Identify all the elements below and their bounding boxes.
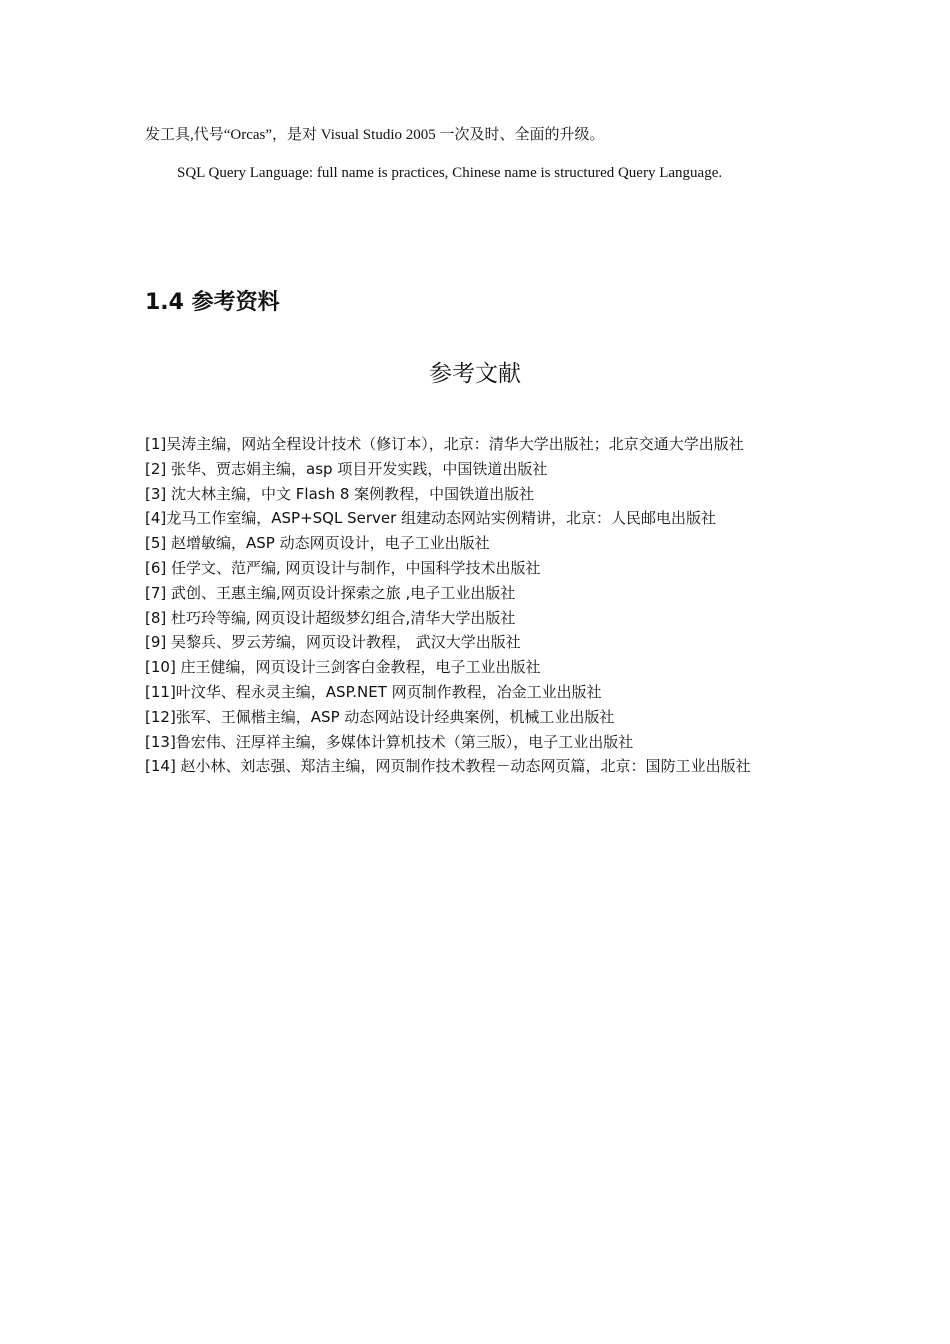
reference-item: [5] 赵增敏编，ASP 动态网页设计，电子工业出版社	[145, 534, 490, 553]
body-paragraph-1: 发工具,代号“Orcas”，是对 Visual Studio 2005 一次及时、全面的升级。	[145, 127, 605, 143]
section-heading: 1.4 参考资料	[145, 290, 280, 315]
reference-item: [2] 张华、贾志娟主编，asp 项目开发实践，中国铁道出版社	[145, 459, 548, 478]
reference-item: [12]张军、王佩楷主编，ASP 动态网站设计经典案例，机械工业出版社	[145, 707, 615, 726]
reference-item: [6] 任学文、范严编, 网页设计与制作，中国科学技术出版社	[145, 558, 541, 577]
reference-item: [11]叶汶华、程永灵主编，ASP.NET 网页制作教程，冶金工业出版社	[145, 682, 602, 701]
reference-item: [7] 武创、王惠主编,网页设计探索之旅 ,电子工业出版社	[145, 583, 516, 602]
reference-item: [13]鲁宏伟、汪厚祥主编，多媒体计算机技术（第三版），电子工业出版社	[145, 732, 634, 751]
reference-item: [8] 杜巧玲等编, 网页设计超级梦幻组合,清华大学出版社	[145, 608, 516, 627]
reference-item: [4]龙马工作室编，ASP+SQL Server 组建动态网站实例精讲，北京：人民邮电出版社	[145, 509, 717, 528]
reference-item: [9] 吴黎兵、罗云芳编，网页设计教程， 武汉大学出版社	[145, 633, 521, 652]
reference-item: [10] 庄王健编，网页设计三剑客白金教程，电子工业出版社	[145, 658, 541, 677]
reference-item: [1]吴涛主编，网站全程设计技术（修订本），北京：清华大学出版社；北京交通大学出版社	[145, 435, 744, 453]
reference-item: [3] 沈大林主编，中文 Flash 8 案例教程，中国铁道出版社	[145, 484, 535, 503]
references-title: 参考文献	[429, 361, 521, 387]
references-list	[145, 432, 805, 779]
body-paragraph-2: SQL Query Language: full name is practices, Chinese name is structured Query Language.	[177, 165, 723, 181]
reference-item: [14] 赵小林、刘志强、郑洁主编，网页制作技术教程－动态网页篇，北京：国防工业出版社	[145, 757, 751, 776]
